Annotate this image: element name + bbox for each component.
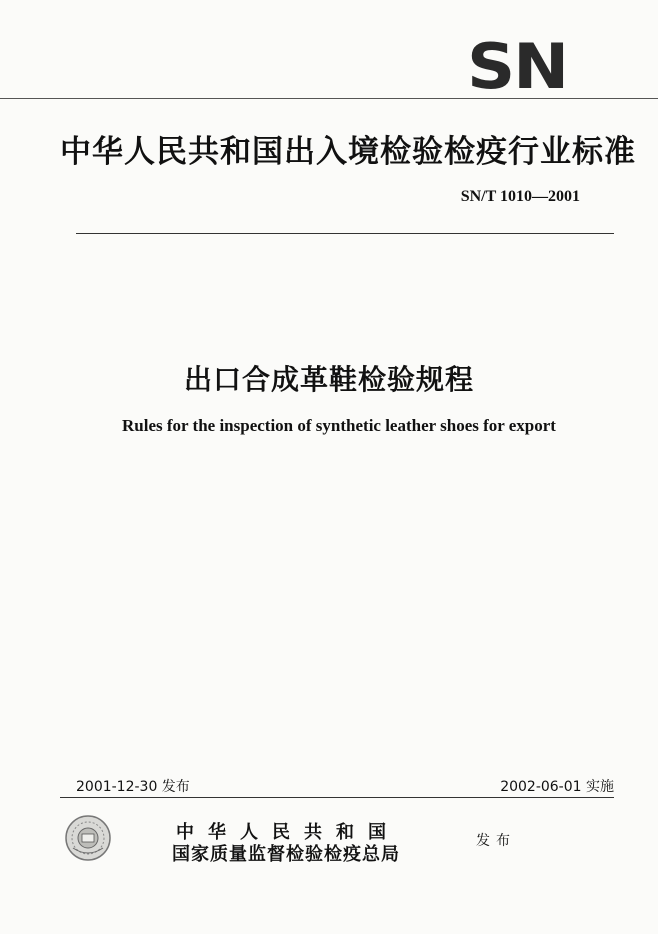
issuer-line-1: 中华人民共和国 [176, 822, 400, 843]
footer-divider [60, 797, 614, 798]
title-divider [76, 233, 614, 234]
sn-logo: SN [467, 30, 567, 103]
issue-date: 2001-12-30 发布 [76, 779, 190, 795]
publish-label: 发布 [476, 833, 516, 849]
document-title-english: Rules for the inspection of synthetic leather shoes for export [122, 416, 556, 435]
organization-title: 中华人民共和国出入境检验检疫行业标准 [60, 134, 636, 170]
document-title-chinese: 出口合成革鞋检验规程 [183, 363, 474, 396]
official-seal-icon [64, 814, 112, 862]
implementation-date: 2002-06-01 实施 [500, 779, 614, 795]
issuer-line-2: 国家质量监督检验检疫总局 [172, 844, 400, 865]
standard-number: SN/T 1010—2001 [460, 188, 580, 205]
header-divider [0, 98, 658, 99]
